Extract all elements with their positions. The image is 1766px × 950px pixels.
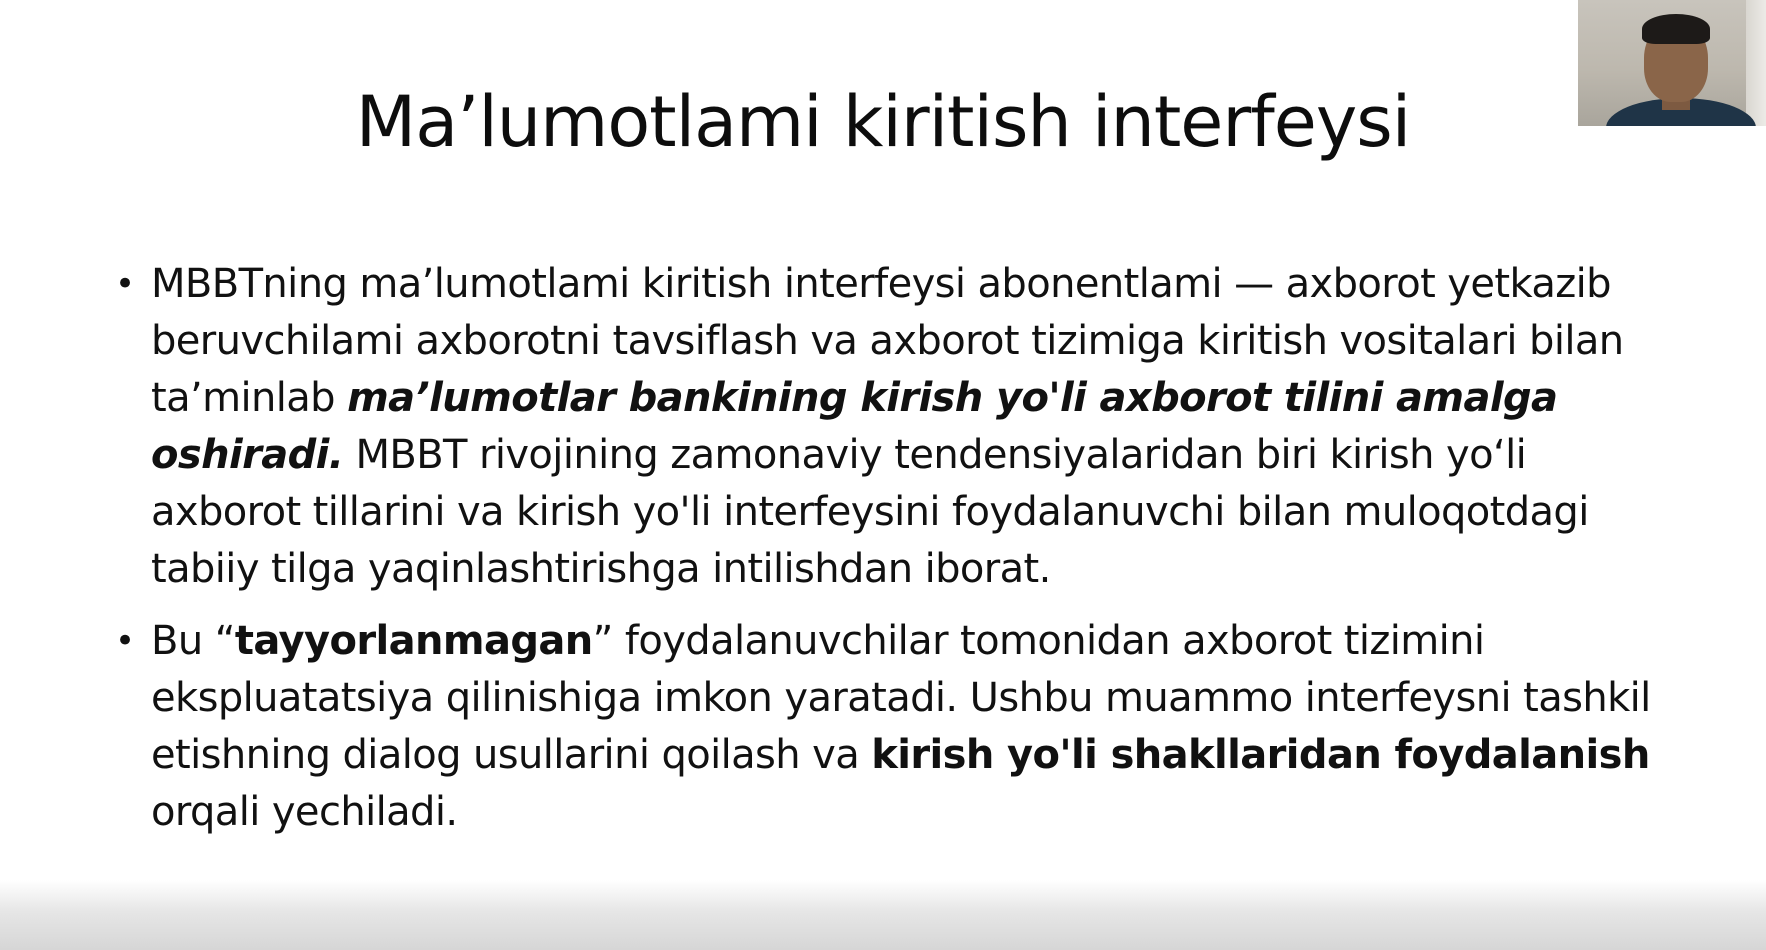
bullet-item-1 — [115, 256, 1675, 598]
slide-content — [115, 256, 1675, 841]
player-bottom-gradient — [0, 880, 1766, 950]
bullet-item-2 — [115, 613, 1675, 841]
bullet-2-text-intro: Bu “ — [151, 618, 235, 664]
presenter-video-thumbnail[interactable] — [1578, 0, 1766, 126]
presenter-hair — [1642, 14, 1710, 44]
slide-title: Ma’lumotlami kiritish interfeysi — [355, 81, 1411, 163]
bullet-icon: • — [115, 621, 135, 661]
bullet-icon: • — [115, 264, 135, 304]
bullet-2-text-bold-term: tayyorlanmagan — [234, 618, 593, 664]
bullet-2-text-end: orqali yechiladi. — [151, 789, 458, 835]
bullet-1-text-emphasis: ma’lumotlar bankining kirish yo'li axborot tilini amalga oshiradi. — [151, 375, 1558, 478]
bullet-1-text-rest: MBBT rivojining zamonaviy tendensiyalaridan biri kirish yo‘li axborot tillarini va kirish yo'li interfeysini foydalanuvchi bilan muloqotdagi tabiiy tilga yaqinlashtirishga intilishdan iborat. — [151, 432, 1589, 592]
bullet-2-text-bold-phrase: kirish yo'li shakllaridan foydalanish — [871, 732, 1650, 778]
bullet-2-text-middle: ” foydalanuvchilar tomonidan axborot tizimini ekspluatatsiya qilinishiga imkon yaratadi. Ushbu muammo interfeysni tashkil etishning dialog usullarini qoilash va — [151, 618, 1651, 778]
bullet-1-text-intro: MBBTning ma’lumotlami kiritish interfeysi abonentlami — axborot yetkazib beruvchilami axborotni tavsiflash va axborot tizimiga kiritish vositalari bilan ta’minlab — [151, 261, 1624, 421]
background-curtain — [1746, 0, 1766, 126]
